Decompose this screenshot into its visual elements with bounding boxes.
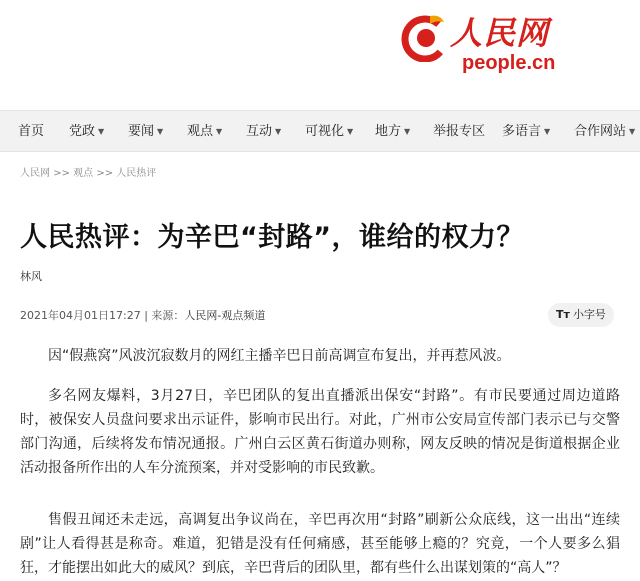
meta-separator: | [144, 309, 148, 322]
breadcrumb-link-hot-review[interactable]: 人民热评 [116, 168, 157, 179]
chevron-down-icon: ▼ [347, 127, 354, 136]
breadcrumb-link-opinion[interactable]: 观点 [73, 168, 94, 179]
breadcrumb [20, 164, 156, 179]
chevron-down-icon: ▼ [98, 127, 105, 136]
chevron-down-icon: ▼ [216, 127, 223, 136]
logo-english-text: people.cn [462, 52, 556, 74]
font-size-icon: Tт [556, 308, 570, 321]
nav-item-report[interactable] [433, 111, 485, 153]
nav-label: 举报专区 [433, 124, 486, 139]
nav-label: 互动 [246, 124, 273, 139]
nav-item-news[interactable] [128, 111, 163, 153]
chevron-down-icon: ▼ [404, 127, 411, 136]
nav-label: 要闻 [128, 124, 155, 139]
article-datetime: 2021年04月01日17:27 [20, 309, 141, 322]
source-label: 来源： [151, 309, 185, 322]
font-size-toggle-button[interactable] [548, 303, 614, 327]
nav-item-opinion[interactable] [187, 111, 222, 153]
article-title: 人民热评：为辛巴“封路”，谁给的权力？ [20, 222, 524, 253]
nav-item-local[interactable] [375, 111, 410, 153]
nav-item-party[interactable] [69, 111, 104, 153]
people-logo-icon [400, 12, 450, 62]
breadcrumb-separator: >> [96, 168, 114, 179]
article-paragraph: 售假丑闻还未走远，高调复出争议尚在，辛巴再次用“封路”刷新公众底线，这一出出“连续剧”让人看得甚是称奇。难道，犯错是没有任何痛感，甚至能够上瘾的？究竟，一个人要多么猖狂，才能摆出如此大的威风？到底，辛巴背后的团队里，都有些什么出谋划策的“高人”？ [20, 512, 620, 576]
chevron-down-icon: ▼ [544, 127, 551, 136]
main-nav [0, 110, 640, 152]
logo-chinese-text: 人民网 [450, 14, 550, 52]
nav-label: 首页 [18, 124, 45, 139]
nav-label: 可视化 [305, 124, 345, 139]
nav-item-partners[interactable] [574, 111, 635, 153]
nav-item-home[interactable] [18, 111, 44, 153]
nav-label: 地方 [375, 124, 402, 139]
nav-label: 党政 [69, 124, 96, 139]
site-logo[interactable] [400, 8, 560, 78]
font-size-label: 小字号 [572, 308, 606, 321]
site-header [0, 0, 640, 110]
chevron-down-icon: ▼ [157, 127, 164, 136]
nav-label: 合作网站 [574, 124, 627, 139]
nav-label: 观点 [187, 124, 214, 139]
nav-label: 多语言 [502, 124, 542, 139]
article-meta [20, 307, 265, 323]
article-author: 林风 [20, 270, 42, 283]
breadcrumb-link-home[interactable]: 人民网 [20, 168, 50, 179]
nav-item-languages[interactable] [502, 111, 550, 153]
nav-item-interact[interactable] [246, 111, 281, 153]
source-link[interactable]: 人民网-观点频道 [184, 309, 266, 322]
chevron-down-icon: ▼ [629, 127, 636, 136]
nav-item-visual[interactable] [305, 111, 353, 153]
breadcrumb-separator: >> [53, 168, 70, 179]
article-paragraph: 因“假燕窝”风波沉寂数月的网红主播辛巴日前高调宣布复出，并再惹风波。 [48, 348, 511, 364]
article-paragraph: 多名网友爆料，3月27日，辛巴团队的复出直播派出保安“封路”。有市民要通过周边道路时，被保安人员盘问要求出示证件，影响市民出行。对此，广州市公安局宣传部门表示已与交警部门沟通，后续将发布情况通报。广州白云区黄石街道办则称，网友反映的情况是街道根据企业活动报备所作出的人车分流预案，并对受影响的市民致歉。 [20, 388, 620, 476]
chevron-down-icon: ▼ [275, 127, 282, 136]
